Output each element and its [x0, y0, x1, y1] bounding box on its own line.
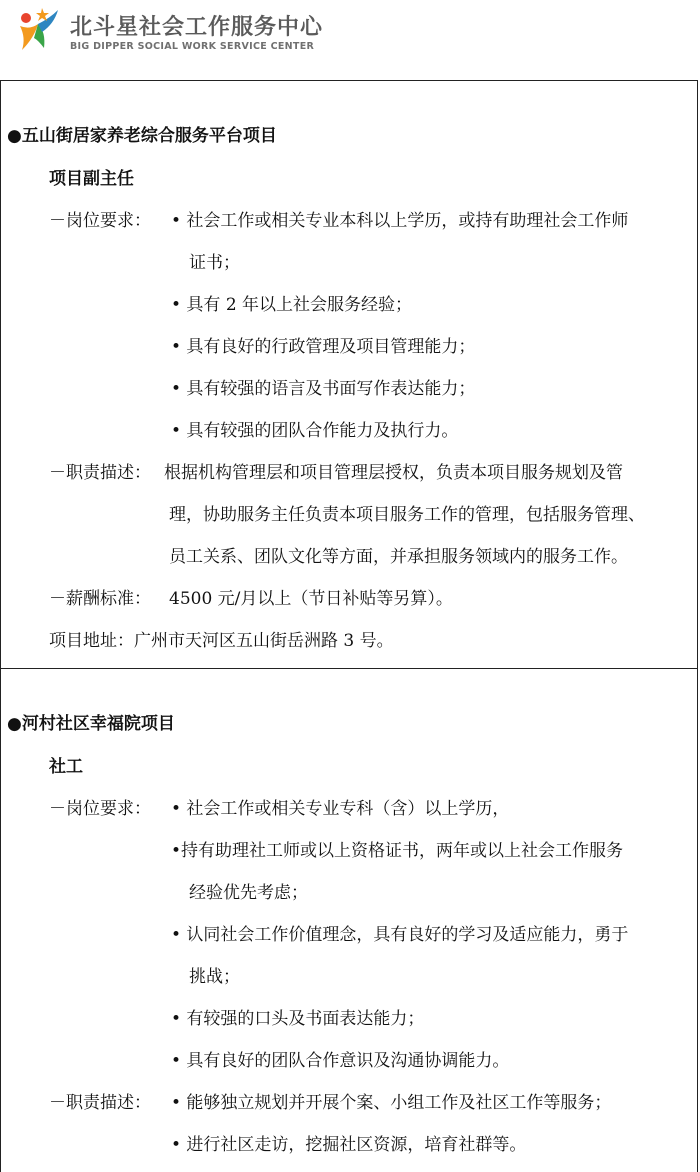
duty-line: 员工关系、团队文化等方面，并承担服务领域内的服务工作。: [169, 547, 628, 567]
section-title: ●河村社区幸福院项目: [7, 714, 175, 734]
duties-label: －职责描述：: [49, 463, 151, 483]
duty-line: 理，协助服务主任负责本项目服务工作的管理，包括服务管理、: [169, 505, 645, 525]
requirement-item: • 具有良好的行政管理及项目管理能力；: [171, 337, 476, 357]
requirement-item: • 有较强的口头及书面表达能力；: [171, 1009, 425, 1029]
requirement-item: • 认同社会工作价值理念，具有良好的学习及适应能力，勇于: [171, 925, 629, 945]
requirement-item: • 社会工作或相关专业专科（含）以上学历，: [171, 799, 510, 819]
requirement-item: • 具有较强的语言及书面写作表达能力；: [171, 379, 476, 399]
position-title: 社工: [49, 757, 83, 777]
logo-chinese-name: 北斗星社会工作服务中心: [70, 15, 324, 40]
position-title: 项目副主任: [49, 169, 134, 189]
logo-icon: [12, 4, 66, 58]
duty-line: • 能够独立规划并开展个案、小组工作及社区工作等服务；: [171, 1093, 612, 1113]
job-section-2: [0, 668, 698, 1172]
duty-line: • 进行社区走访，挖掘社区资源，培育社群等。: [171, 1135, 527, 1155]
duties-label: －职责描述：: [49, 1093, 151, 1113]
requirement-item: •持有助理社工师或以上资格证书，两年或以上社会工作服务: [171, 841, 624, 861]
requirement-item: 挑战；: [189, 967, 240, 987]
duty-line: 根据机构管理层和项目管理层授权，负责本项目服务规划及管: [164, 463, 623, 483]
requirement-item: • 具有良好的团队合作意识及沟通协调能力。: [171, 1051, 510, 1071]
section-title: ●五山街居家养老综合服务平台项目: [7, 126, 277, 146]
logo-english-name: BIG DIPPER SOCIAL WORK SERVICE CENTER: [70, 41, 315, 52]
requirements-label: －岗位要求：: [49, 211, 151, 231]
salary-label: －薪酬标准：: [49, 589, 151, 609]
header: [0, 0, 700, 80]
salary-value: 4500 元/月以上（节日补贴等另算）。: [169, 589, 453, 609]
requirement-item: 经验优先考虑；: [189, 883, 308, 903]
requirement-item: 证书；: [189, 253, 240, 273]
requirement-item: • 具有 2 年以上社会服务经验；: [171, 295, 413, 315]
requirement-item: • 具有较强的团队合作能力及执行力。: [171, 421, 459, 441]
project-address: 项目地址：广州市天河区五山街岳洲路 3 号。: [49, 631, 394, 651]
job-section-1: [0, 80, 698, 669]
requirement-item: • 社会工作或相关专业本科以上学历，或持有助理社会工作师: [171, 211, 629, 231]
requirements-label: －岗位要求：: [49, 799, 151, 819]
